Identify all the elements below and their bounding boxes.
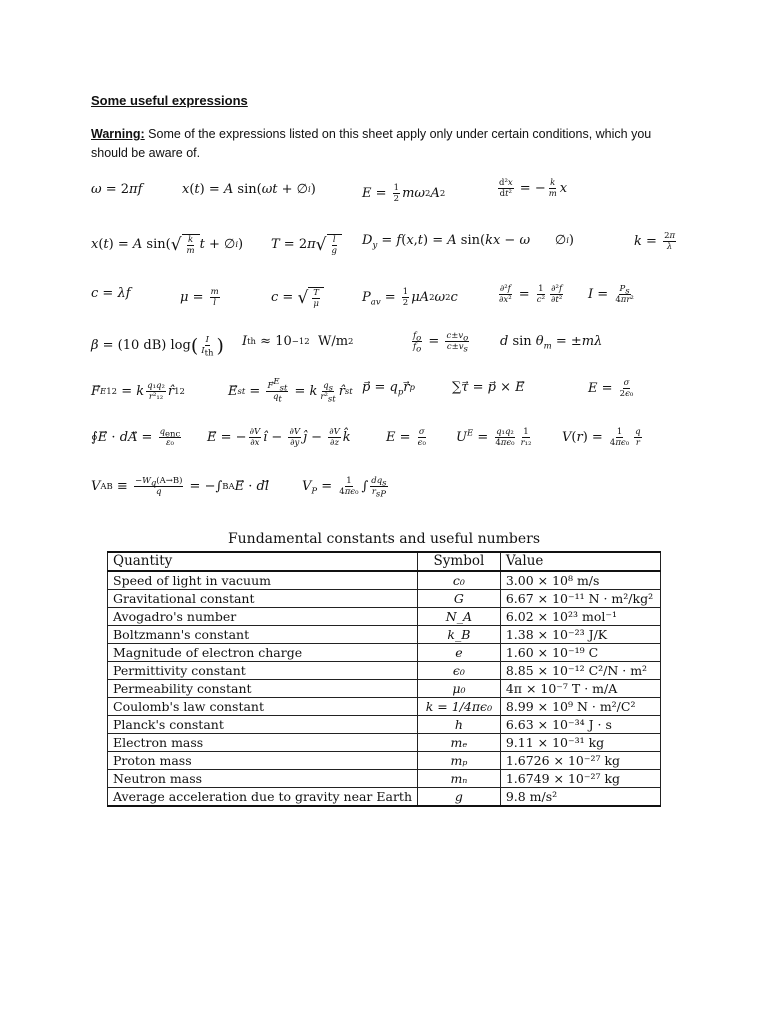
equation-shm-position: x ( t ) = A sin( ωt + ∅ i ) xyxy=(182,182,316,197)
equation-sound-level: β = (10 dB) log ( $\frac{I}{I_{th}}$ ) xyxy=(91,334,224,359)
cell-value: 3.00 × 10⁸ m/s xyxy=(500,571,660,590)
constants-table-section xyxy=(107,530,661,807)
equation-point-potential: V ( r ) = $\frac{1}{\text{4πϵ₀}}$ $\frac{q}{r}$ xyxy=(562,427,641,448)
equation-torque: ∑ τ ⃗ = p ⃗ × E xyxy=(452,380,525,395)
cell-value: 9.8 m/s² xyxy=(500,788,660,807)
cell-symbol: ϵ₀ xyxy=(418,662,501,680)
header-symbol: Symbol xyxy=(418,552,501,571)
table-row xyxy=(108,662,661,680)
equation-conductor-field: E = $\frac{\sigma}{\text{ϵ₀}}$ xyxy=(386,427,426,448)
equation-wave-speed: c = λf xyxy=(91,286,131,301)
cell-symbol: G xyxy=(418,590,501,608)
table-row xyxy=(108,590,661,608)
warning-text: Some of the expressions listed on this sheet apply only under certain conditions, which you should be aware of. xyxy=(91,127,652,160)
cell-symbol: k = 1/4πϵ₀ xyxy=(418,698,501,716)
table-row xyxy=(108,734,661,752)
equation-spring-position: x ( t ) = A sin( √ $\frac{k}{m}$ t + ∅ i ) xyxy=(91,235,244,256)
cell-quantity: Neutron mass xyxy=(108,770,418,788)
table-row xyxy=(108,716,661,734)
cell-symbol: μ₀ xyxy=(418,680,501,698)
equation-sheet-field: E = $\frac{\sigma}{\text{2ϵ₀}}$ xyxy=(588,378,634,399)
equation-diffraction: d sin $\theta_m$ = ± mλ xyxy=(500,334,603,352)
table-row xyxy=(108,571,661,590)
cell-symbol: k_B xyxy=(418,626,501,644)
equation-intensity: I = $\frac{P_s}{\text{4πr²}}$ xyxy=(588,284,634,305)
cell-quantity: Electron mass xyxy=(108,734,418,752)
cell-value: 6.02 × 10²³ mol⁻¹ xyxy=(500,608,660,626)
cell-quantity: Avogadro's number xyxy=(108,608,418,626)
table-title: Fundamental constants and useful numbers xyxy=(227,531,541,547)
equation-linear-density: μ = $\frac{m}{l}$ xyxy=(180,287,219,308)
equation-distributed-potential: $V_P$ = $\frac{1}{\text{4πϵ₀}}$ ∫ $\frac{dq_s}{r_{sP}}$ xyxy=(302,476,387,500)
table-row xyxy=(108,680,661,698)
equation-dipole-moment: p ⃗ = $q_pr$ p xyxy=(362,380,415,398)
cell-value: 1.6749 × 10⁻²⁷ kg xyxy=(500,770,660,788)
equation-field-gradient: E ⃗ = − $\frac{\partial V}{\partial x}$ î − $\frac{\partial V}{\partial y}$ ĵ − $\frac{\partial V}{\partial z}$ k̂ xyxy=(207,427,351,448)
cell-symbol: mₑ xyxy=(418,734,501,752)
cell-quantity: Speed of light in vacuum xyxy=(108,571,418,590)
cell-value: 8.99 × 10⁹ N · m²/C² xyxy=(500,698,660,716)
table-row xyxy=(108,770,661,788)
equation-string-wave-speed: c = √ $\frac{T}{\mu}$ xyxy=(271,287,324,309)
equation-average-power: $P_{av}$ = $\frac{1}{2}$ μA 2 ω 2 c xyxy=(362,287,458,308)
cell-symbol: e xyxy=(418,644,501,662)
warning-label: Warning: xyxy=(91,127,145,141)
cell-value: 8.85 × 10⁻¹² C²/N · m² xyxy=(500,662,660,680)
constants-table xyxy=(107,551,661,807)
equation-shm-differential: $\frac{\text{d²x}}{\text{dt²}}$ = − $\frac{k}{m}$ x xyxy=(499,178,568,199)
equation-shm-energy: E = $\frac{1}{2}$ mω 2 A 2 xyxy=(362,183,446,204)
warning-paragraph xyxy=(91,125,681,163)
equation-electric-field: E st = $\frac{F^E_{st}}{q_t}$ = k $\frac{q_s}{r^2_{st}}$ r̂ st xyxy=(228,377,353,405)
header-quantity: Quantity xyxy=(108,552,418,571)
table-row xyxy=(108,608,661,626)
cell-value: 1.6726 × 10⁻²⁷ kg xyxy=(500,752,660,770)
equation-threshold-intensity: I th ≈ 10 −12 W/m 2 xyxy=(242,334,354,349)
cell-symbol: h xyxy=(418,716,501,734)
cell-value: 1.38 × 10⁻²³ J/K xyxy=(500,626,660,644)
equation-coulomb-force: F E 12 = k $\frac{\text{q₁q₂}}{\text{r²₁₂}}$ r̂ 12 xyxy=(91,381,185,402)
cell-quantity: Permeability constant xyxy=(108,680,418,698)
equation-pendulum-period: T = 2 π √ $\frac{l}{g}$ xyxy=(271,234,342,256)
cell-quantity: Boltzmann's constant xyxy=(108,626,418,644)
cell-value: 9.11 × 10⁻³¹ kg xyxy=(500,734,660,752)
equation-potential-energy: $U^E$ = $\frac{\text{q₁q₂}}{\text{4πϵ₀}}$ $\frac{1}{\text{r₁₂}}$ xyxy=(456,427,532,448)
cell-symbol: c₀ xyxy=(418,571,501,590)
cell-value: 1.60 × 10⁻¹⁹ C xyxy=(500,644,660,662)
cell-quantity: Proton mass xyxy=(108,752,418,770)
cell-quantity: Permittivity constant xyxy=(108,662,418,680)
table-row xyxy=(108,644,661,662)
cell-quantity: Magnitude of electron charge xyxy=(108,644,418,662)
cell-value: 4π × 10⁻⁷ T · m/A xyxy=(500,680,660,698)
equation-doppler: $\frac{f_o}{f_o}$ = $\frac{c\pm v_o}{c\pm v_s}$ xyxy=(413,331,469,355)
table-row xyxy=(108,698,661,716)
cell-symbol: mₙ xyxy=(418,770,501,788)
table-row xyxy=(108,626,661,644)
cell-symbol: N_A xyxy=(418,608,501,626)
equation-angular-frequency: ω = 2 πf xyxy=(91,182,143,197)
cell-quantity: Planck's constant xyxy=(108,716,418,734)
cell-symbol: mₚ xyxy=(418,752,501,770)
header-value: Value xyxy=(500,552,660,571)
equation-wave-displacement: $D_y$ = f ( x , t ) = A sin( kx − ω ∅ i ) xyxy=(362,233,574,251)
cell-quantity: Gravitational constant xyxy=(108,590,418,608)
cell-symbol: g xyxy=(418,788,501,807)
cell-value: 6.67 × 10⁻¹¹ N · m²/kg² xyxy=(500,590,660,608)
equation-potential-difference: V AB ≡ $\frac{-W_q(A\to B)}{q}$ = −∫ B A E ⃗ · dl xyxy=(91,476,270,497)
equation-wave-equation: $\frac{\text{∂²f}}{\text{∂x²}}$ = $\frac{1}{\text{c²}}$ $\frac{\text{∂²f}}{\text{∂t²}}$ xyxy=(499,284,563,305)
equation-gauss-law: ∮ E ⃗ · dA ⃗ = $\frac{q_{enc}}{\text{ε₀}}$ xyxy=(91,427,181,448)
equation-wave-number: k = $\frac{2\pi}{\lambda}$ xyxy=(634,231,676,252)
table-row xyxy=(108,752,661,770)
table-row xyxy=(108,788,661,807)
cell-value: 6.63 × 10⁻³⁴ J · s xyxy=(500,716,660,734)
table-header-row xyxy=(108,552,661,571)
cell-quantity: Coulomb's law constant xyxy=(108,698,418,716)
page-title: Some useful expressions xyxy=(91,93,248,108)
cell-quantity: Average acceleration due to gravity near Earth xyxy=(108,788,418,807)
